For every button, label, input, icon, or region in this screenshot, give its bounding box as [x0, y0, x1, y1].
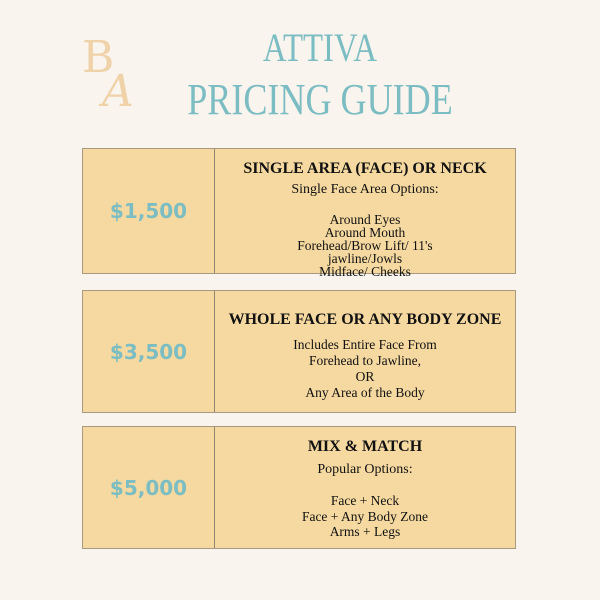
tier-price: $5,000: [83, 427, 215, 548]
ba-logo: [80, 28, 144, 110]
tier-heading: SINGLE AREA (FACE) OR NECK: [243, 160, 487, 177]
tier-item: Any Area of the Body: [305, 385, 425, 400]
page-title-line2: PRICING GUIDE: [187, 75, 453, 124]
tier-price: $1,500: [83, 149, 215, 273]
tier-heading: WHOLE FACE OR ANY BODY ZONE: [228, 311, 502, 328]
tier-item: Arms + Legs: [329, 524, 401, 539]
tier-subheading: Single Face Area Options:: [291, 182, 439, 197]
pricing-tier-1: [82, 148, 516, 279]
tier-price: $3,500: [83, 291, 215, 412]
tier-subheading: Includes Entire Face From: [293, 337, 437, 352]
tier-item: OR: [355, 369, 375, 384]
svg-text:A: A: [102, 66, 134, 110]
tier-item: Forehead/Brow Lift/ 11's: [297, 238, 433, 253]
svg-text:B: B: [82, 32, 115, 83]
tier-item: Around Mouth: [324, 225, 406, 240]
tier-item: Forehead to Jawline,: [308, 353, 422, 368]
tier-item: Around Eyes: [329, 212, 401, 227]
tier-item: Face + Any Body Zone: [301, 508, 429, 524]
tier-subheading: Popular Options:: [317, 462, 413, 477]
pricing-tier-2: [82, 290, 516, 413]
tier-heading: MIX & MATCH: [307, 438, 423, 455]
tier-item: Midface/ Cheeks: [319, 264, 411, 279]
tier-item: Face + Neck: [330, 493, 400, 508]
pricing-tier-3: [82, 426, 516, 549]
page-title-line1: ATTIVA: [262, 25, 378, 70]
tier-item: jawline/Jowls: [327, 251, 403, 266]
